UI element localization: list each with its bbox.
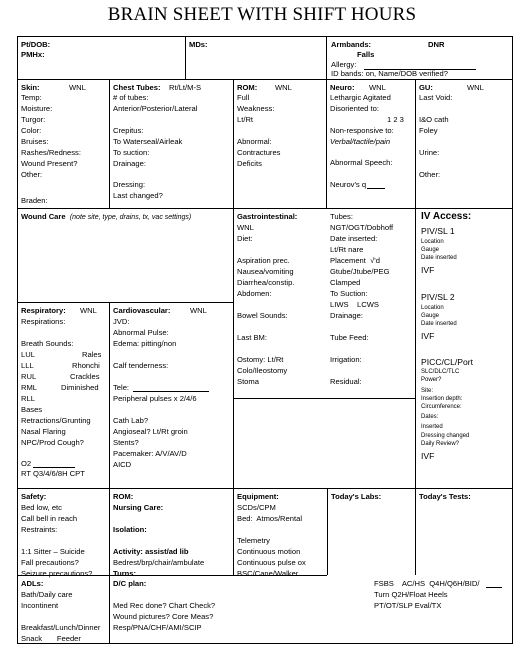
rom-line: Lt/Rt [237, 115, 254, 124]
gu-line: Foley [419, 126, 438, 135]
cardio-wnl: WNL [190, 306, 207, 315]
col-divider [326, 79, 327, 208]
respiratory-wnl: WNL [80, 306, 97, 315]
fsbs-label: FSBS AC/HS Q4H/Q6H/BID/ [374, 579, 480, 588]
neuro-nums: 1 2 3 [387, 115, 404, 124]
dc-plan-line: Med Rec done? Chart Check? [113, 601, 216, 610]
lobe: LLL [21, 361, 34, 370]
tubes-line: LIWS LCWS [330, 300, 379, 309]
skin-item: Turgor: [21, 115, 46, 124]
chest-tubes-line: To Waterseal/Airleak [113, 137, 183, 146]
neuro-wnl: WNL [369, 83, 386, 92]
chest-tubes-line: To suction: [113, 148, 150, 157]
neuro-nonresponsive: Non-responsive to: [330, 126, 394, 135]
pt-label: PT/OT/SLP Eval/TX [374, 601, 442, 610]
skin-item: Wound Present? [21, 159, 78, 168]
tele-line [133, 391, 209, 392]
adls-line: Snack Feeder [21, 634, 81, 643]
rom-line: Full [237, 93, 250, 102]
piv-sl-1: PIV/SL 1 [421, 226, 455, 236]
piv1-sub: Location [421, 239, 444, 245]
cardio-line: Peripheral pulses x 2/4/6 [113, 394, 197, 403]
rom-line: Deficits [237, 159, 262, 168]
gu-wnl: WNL [467, 83, 484, 92]
respiratory-label: Respiratory: [21, 306, 66, 315]
turns-label: Turns: [113, 569, 137, 578]
gi-line: Ostomy: Lt/Rt [237, 355, 284, 364]
row-divider [17, 302, 233, 303]
tubes-line: Lt/Rt nare [330, 245, 364, 254]
dc-plan-line: Wound pictures? Core Meas? [113, 612, 214, 621]
cardio-line: Calf tenderness: [113, 361, 169, 370]
picc-line: Daily Review? [421, 441, 460, 447]
chest-tubes-line: Drainage: [113, 159, 146, 168]
skin-item: Rashes/Redness: [21, 148, 81, 157]
picc-line: Dates: [421, 414, 439, 420]
gu-line: Last Void: [419, 93, 453, 102]
piv1-sub: Date inserted [421, 255, 457, 261]
mds-label: MDs: [189, 40, 208, 49]
bases: Bases [21, 405, 43, 414]
adls-label: ADLs: [21, 579, 44, 588]
picc-line: Dressing changed [421, 433, 470, 439]
cardio-line: Edema: pitting/non [113, 339, 177, 348]
col-divider [415, 79, 416, 575]
tubes-line: Tubes: [330, 212, 353, 221]
safety-line: Call bell in reach [21, 514, 78, 523]
resp-line: Nasal Flaring [21, 427, 66, 436]
todays-labs-label: Today's Labs: [331, 492, 382, 501]
equipment-label: Equipment: [237, 492, 279, 501]
col-divider [327, 488, 328, 575]
tubes-line: Residual: [330, 377, 362, 386]
tubes-line: Gtube/Jtube/PEG [330, 267, 390, 276]
cardio-line: Cath Lab? [113, 416, 149, 425]
lobe: RML [21, 383, 38, 392]
lobe: RUL [21, 372, 37, 381]
dc-plan-line: Resp/PNA/CHF/AMI/SCIP [113, 623, 202, 632]
gi-line: WNL [237, 223, 254, 232]
gi-line: Colo/Ileostomy [237, 366, 288, 375]
activity-label: Activity: assist/ad lib [113, 547, 189, 556]
cardio-line: Pacemaker: A/V/AV/D [113, 449, 187, 458]
piv2-ivf: IVF [421, 331, 435, 341]
gi-line: Diet: [237, 234, 253, 243]
iv-access-label: IV Access: [421, 211, 472, 222]
cardio-line: Abnormal Pulse: [113, 328, 169, 337]
cardio-line: Stents? [113, 438, 139, 447]
picc-line: Circumference: [421, 404, 462, 410]
picc-line: Power? [421, 377, 442, 383]
gi-line: Nausea/vomiting [237, 267, 294, 276]
row-divider [17, 488, 513, 489]
picc-line: Inserted [421, 424, 443, 430]
adls-line: Bath/Daily care [21, 590, 73, 599]
isolation-label: Isolation: [113, 525, 147, 534]
chest-tubes-line: Anterior/Posterior/Lateral [113, 104, 198, 113]
neuro-neurovs: Neurov's q [330, 180, 367, 189]
equipment-line: SCDs/CPM [237, 503, 276, 512]
col-divider [326, 36, 327, 79]
chest-tubes-sides: Rt/Lt/M-S [169, 83, 202, 92]
lobe-sound: Crackles [70, 372, 100, 381]
piv2-sub: Date inserted [421, 321, 457, 327]
picc-label: PICC/CL/Port [421, 357, 474, 367]
skin-item: Moisture: [21, 104, 53, 113]
braden-label: Braden: [21, 196, 48, 205]
skin-item: Bruises: [21, 137, 49, 146]
picc-line: Site: [421, 388, 434, 394]
o2-line [33, 467, 75, 468]
lobe-sound: Diminished [61, 383, 99, 392]
lobe: LUL [21, 350, 35, 359]
turn-label: Turn Q2H/Float Heels [374, 590, 448, 599]
cardio-line: JVD: [113, 317, 130, 326]
chest-tubes-line: # of tubes: [113, 93, 149, 102]
rt-label: RT Q3/4/6/8H CPT [21, 469, 85, 478]
skin-item: Other: [21, 170, 43, 179]
wound-care-label: Wound Care [21, 212, 66, 221]
gi-line: Diarrhea/constip. [237, 278, 295, 287]
picc-line: Insertion depth: [421, 396, 463, 402]
row-divider [233, 398, 415, 399]
safety-line: Restraints: [21, 525, 58, 534]
tubes-line: Irrigation: [330, 355, 362, 364]
pt-dob-label: Pt/DOB: [21, 40, 51, 49]
safety-line: Seizure precautions? [21, 569, 93, 578]
id-bands-label: ID bands: on, Name/DOB verified? [331, 69, 448, 78]
skin-item: Temp: [21, 93, 42, 102]
todays-tests-label: Today's Tests: [419, 492, 471, 501]
col-divider [185, 36, 186, 79]
rom-line: Weakness: [237, 104, 275, 113]
skin-label: Skin: [21, 83, 40, 92]
lobe-sound: Rales [82, 350, 102, 359]
rom-label: ROM: [237, 83, 258, 92]
gu-line: I&O cath [419, 115, 449, 124]
gi-line: Stoma [237, 377, 259, 386]
adls-line: Breakfast/Lunch/Dinner [21, 623, 101, 632]
safety-line: 1:1 Sitter – Suicide [21, 547, 85, 556]
breath-sounds: Breath Sounds: [21, 339, 74, 348]
tubes-line: Date inserted: [330, 234, 378, 243]
cardio-line: AICD [113, 460, 132, 469]
safety-line: Fall precautions? [21, 558, 79, 567]
equipment-line: BSC/Cane/Walker [237, 569, 299, 578]
cardio-line: Tele: [113, 383, 130, 392]
gu-label: GU: [419, 83, 433, 92]
gu-line: Urine: [419, 148, 440, 157]
armbands-label: Armbands: [331, 40, 372, 49]
rom2-label: ROM: [113, 492, 134, 501]
gi-line: Last BM: [237, 333, 267, 342]
resp-line: Retractions/Grunting [21, 416, 91, 425]
picc-line: SLC/DLC/TLC [421, 369, 460, 375]
allergy-label: Allergy: [331, 60, 357, 69]
col-divider [233, 79, 234, 575]
rom-wnl: WNL [275, 83, 292, 92]
chest-tubes-line: Crepitus: [113, 126, 144, 135]
piv2-sub: Gauge [421, 313, 440, 319]
tubes-line: Tube Feed: [330, 333, 369, 342]
neuro-abnormal-speech: Abnormal Speech: [330, 158, 393, 167]
neuro-verbal: Verbal/tactile/pain [330, 137, 391, 146]
piv1-ivf: IVF [421, 265, 435, 275]
equipment-line: Continuous motion [237, 547, 301, 556]
tubes-line: Clamped [330, 278, 361, 287]
o2-label: O2 [21, 459, 32, 468]
cardio-label: Cardiovascular: [113, 306, 171, 315]
piv2-sub: Location [421, 305, 444, 311]
dc-plan-label: D/C plan: [113, 579, 147, 588]
lobe: RLL [21, 394, 35, 403]
equipment-line: Bed: Atmos/Rental [237, 514, 303, 523]
tubes-line: Placement √'d [330, 256, 380, 265]
chest-tubes-line: Dressing: [113, 180, 146, 189]
gu-line: Other: [419, 170, 441, 179]
gi-line: Bowel Sounds: [237, 311, 288, 320]
row-divider [17, 208, 513, 209]
adls-line: Incontinent [21, 601, 59, 610]
gi-line: Aspiration prec. [237, 256, 290, 265]
neurovs-line [367, 188, 385, 189]
respirations: Respirations: [21, 317, 66, 326]
chest-tubes-line: Last changed? [113, 191, 163, 200]
bedrest-label: Bedrest/brp/chair/ambulate [113, 558, 205, 567]
equipment-line: Telemetry [237, 536, 270, 545]
neuro-disoriented: Disoriented to: [330, 104, 379, 113]
pmhx-label: PMHx: [21, 50, 45, 59]
neuro-label: Neuro: [330, 83, 355, 92]
lobe-sound: Rhonchi [72, 361, 100, 370]
gi-label: Gastrointestinal: [237, 212, 298, 221]
col-divider [109, 79, 110, 208]
nursing-care-label: Nursing Care: [113, 503, 164, 512]
gi-line: Abdomen: [237, 289, 272, 298]
tubes-line: To Suction: [330, 289, 368, 298]
cardio-line: Angioseal? Lt/Rt groin [113, 427, 188, 436]
safety-line: Bed low, etc [21, 503, 62, 512]
picc-ivf: IVF [421, 451, 435, 461]
wound-care-note: (note site, type, drains, tx, vac settings) [69, 214, 192, 221]
rom-line: Contractures [237, 148, 281, 157]
tubes-line: Drainage: [330, 311, 363, 320]
neuro-lethargic: Lethargic Agitated [330, 93, 391, 102]
col-divider [109, 302, 110, 644]
tubes-line: NGT/OGT/Dobhoff [330, 223, 394, 232]
equipment-line: Continuous pulse ox [237, 558, 306, 567]
piv1-sub: Gauge [421, 247, 440, 253]
fsbs-line [486, 587, 502, 588]
page-title: BRAIN SHEET WITH SHIFT HOURS [107, 4, 417, 25]
piv-sl-2: PIV/SL 2 [421, 292, 455, 302]
falls-label: Falls [357, 50, 375, 59]
dnr-label: DNR [428, 40, 445, 49]
rom-line: Abnormal: [237, 137, 272, 146]
skin-wnl: WNL [69, 83, 86, 92]
chest-tubes-label: Chest Tubes: [113, 83, 161, 92]
skin-item: Color: [21, 126, 42, 135]
resp-line: NPC/Prod Cough? [21, 438, 84, 447]
safety-label: Safety: [21, 492, 47, 501]
